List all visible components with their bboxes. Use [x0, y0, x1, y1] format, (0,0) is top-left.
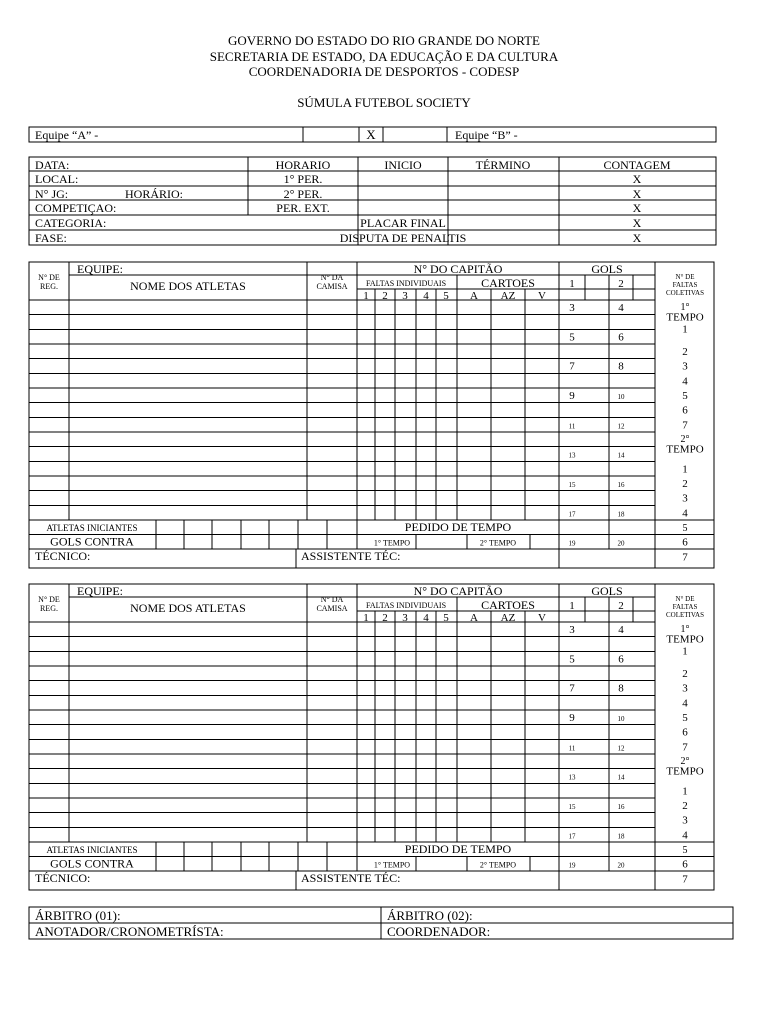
team-1-atletas-iniciantes-label: ATLETAS INICIANTES: [46, 523, 138, 534]
team-1-gol-num: 12: [617, 422, 625, 431]
team-1-gol-num: 6: [618, 331, 624, 344]
inicio-header: INICIO: [384, 158, 422, 172]
team-2-faltas-individuais-label: FALTAS INDIVIDUAIS: [365, 601, 447, 610]
team-1-pedido-tempo-label: PEDIDO DE TEMPO: [404, 520, 512, 535]
team-1-gol-num: 8: [618, 360, 624, 373]
team-2-assistente-label: ASSISTENTE TÉC:: [301, 871, 401, 886]
team-2-n-camisa-label: N° DA: [320, 595, 344, 604]
team-2-coletiva-num: 4: [682, 697, 688, 710]
team-1-gol-num: 9: [569, 390, 575, 403]
team-1-falta-num: 4: [423, 290, 429, 302]
header-line-1: GOVERNO DO ESTADO DO RIO GRANDE DO NORTE: [228, 33, 540, 48]
team-1-gol-num: 11: [568, 422, 576, 431]
team-1-gol-num: 3: [569, 302, 575, 314]
team-1-falta-num: 3: [402, 290, 408, 302]
team-2-gol-num: 1: [569, 600, 575, 612]
team-1-n-camisa-label: N° DA: [320, 273, 344, 282]
team-1-falta-num: 5: [443, 290, 449, 302]
period-2: 2° PER.: [283, 187, 323, 201]
team-2-equipe-label: EQUIPE:: [77, 584, 123, 598]
team-2-gol-num: 17: [568, 832, 576, 841]
team-1-coletiva-num: 3: [682, 360, 688, 373]
team-2-gol-num: 13: [568, 773, 576, 782]
team-2-cartoes-label: CARTOES: [481, 598, 535, 612]
info-label: FASE:: [35, 231, 67, 245]
team-1-gol-num: 4: [618, 302, 624, 314]
team-2-gol-num: 11: [568, 744, 576, 753]
team-1-gol-num: 5: [569, 331, 575, 344]
team-1-cartoes-label: CARTOES: [481, 276, 535, 290]
team-1-cartao-col-label: V: [538, 290, 546, 302]
team-1-gol-num: 15: [568, 481, 576, 490]
team-2-gol-num: 9: [569, 712, 575, 725]
team-2-coletiva-num: 5: [682, 845, 688, 857]
team-2-n-camisa-label: CAMISA: [316, 604, 348, 613]
team-2-gols-label: GOLS: [591, 584, 623, 598]
team-b-label: Equipe “B” -: [455, 128, 518, 142]
team-2-faltas-coletivas-label: FALTAS: [672, 603, 698, 611]
team-1-tempo1-label: 1°: [680, 302, 690, 313]
team-2-gols-contra-label: GOLS CONTRA: [50, 856, 134, 871]
team-1-falta-num: 2: [382, 290, 388, 302]
team-1-gol-num: 10: [617, 393, 625, 402]
team-1-gol-num: 16: [617, 481, 625, 490]
team-2-coletiva-num: 6: [682, 726, 688, 739]
form-title: SÚMULA FUTEBOL SOCIETY: [297, 95, 471, 110]
contagem-header: CONTAGEM: [603, 158, 671, 172]
team-2-pedido-tempo-label: PEDIDO DE TEMPO: [404, 842, 512, 857]
team-2-gol-num: 18: [617, 832, 625, 841]
team-1-coletiva-num: 2: [682, 346, 688, 359]
team-2-falta-num: 2: [382, 612, 388, 624]
team-2-n-reg-label: REG.: [40, 604, 58, 613]
team-1-gol-num: 19: [568, 539, 576, 548]
team-1-cartao-col-label: AZ: [500, 290, 516, 302]
team-1-gols-label: GOLS: [591, 262, 623, 276]
team-2-faltas-coletivas-label: COLETIVAS: [666, 611, 704, 619]
team-1-faltas-coletivas-label: N° DE: [675, 273, 695, 281]
team-2-tempo2-label: TEMPO: [666, 765, 704, 778]
team-2-gol-num: 15: [568, 803, 576, 812]
team-1-gol-num: 18: [617, 510, 625, 519]
team-1-pedido-tempo2: 2° TEMPO: [479, 538, 517, 548]
team-a-label: Equipe “A” -: [35, 128, 99, 142]
period-ext: PER. EXT.: [276, 201, 330, 215]
termino-header: TÉRMINO: [475, 158, 531, 172]
team-1-gol-num: 2: [618, 278, 624, 290]
team-1-coletiva-num: 1: [682, 323, 688, 336]
team-2-falta-num: 1: [363, 612, 369, 624]
team-1-faltas-coletivas-label: FALTAS: [672, 281, 698, 289]
team-2-coletiva-num: 3: [682, 682, 688, 695]
team-1-faltas-coletivas-label: COLETIVAS: [666, 289, 704, 297]
team-1-n-reg-label: REG.: [40, 282, 58, 291]
team-2-gol-num: 2: [618, 600, 624, 612]
team-1-gols-contra-label: GOLS CONTRA: [50, 534, 134, 549]
team-2-coletiva-num: 2: [682, 800, 688, 813]
team-2-gol-num: 7: [569, 682, 575, 695]
team-1-coletiva-num: 6: [682, 404, 688, 417]
team-2-coletiva-num: 1: [682, 645, 688, 658]
team-2-pedido-tempo1: 1° TEMPO: [373, 860, 411, 870]
contagem-x: X: [632, 172, 642, 186]
team-2-faltas-coletivas-label: N° DE: [675, 595, 695, 603]
info-label: LOCAL:: [35, 172, 79, 186]
team-1-capitao-label: N° DO CAPITÃO: [413, 262, 503, 276]
team-1-gol-num: 14: [617, 451, 625, 460]
team-2-nome-atletas-header: NOME DOS ATLETAS: [130, 601, 246, 615]
team-1-gol-num: 20: [617, 539, 625, 548]
arbitro-2-label: ÁRBITRO (02):: [387, 908, 473, 923]
team-1-coletiva-num: 5: [682, 523, 688, 535]
team-1-falta-num: 1: [363, 290, 369, 302]
team-2-gol-num: 6: [618, 653, 624, 666]
team-1-gol-num: 7: [569, 360, 575, 373]
team-1-coletiva-num: 7: [682, 551, 688, 564]
team-1-coletiva-num: 1: [682, 463, 688, 476]
team-2-gol-num: 19: [568, 861, 576, 870]
disputa-penaltis: DISPUTA DE PENALTIS: [339, 231, 467, 245]
team-1-tempo2-label: TEMPO: [666, 443, 704, 456]
team-2-atletas-iniciantes-label: ATLETAS INICIANTES: [46, 845, 138, 856]
team-1-assistente-label: ASSISTENTE TÉC:: [301, 549, 401, 564]
team-2-n-reg-label: N° DE: [38, 595, 60, 604]
team-1-tempo2-label: 2°: [680, 434, 690, 446]
team-1-pedido-tempo1: 1° TEMPO: [373, 538, 411, 548]
team-2-falta-num: 4: [423, 612, 429, 624]
placar-final: PLACAR FINAL: [360, 216, 446, 230]
contagem-x: X: [632, 231, 642, 245]
team-2-cartao-col-label: A: [470, 612, 478, 624]
team-2-cartao-col-label: V: [538, 612, 546, 624]
team-2-cartao-col-label: AZ: [500, 612, 516, 624]
team-2-falta-num: 3: [402, 612, 408, 624]
team-1-tempo1-label: TEMPO: [666, 311, 704, 324]
team-1-n-reg-label: N° DE: [38, 273, 60, 282]
team-2-gol-num: 4: [618, 624, 624, 636]
header-line-2: SECRETARIA DE ESTADO, DA EDUCAÇÃO E DA CULTURA: [209, 49, 559, 64]
team-2-capitao-label: N° DO CAPITÃO: [413, 584, 503, 598]
team-1-cartao-col-label: A: [470, 290, 478, 302]
team-1-coletiva-num: 7: [682, 419, 688, 432]
team-1-gol-num: 1: [569, 278, 575, 290]
team-2-tempo2-label: 2°: [680, 756, 690, 768]
arbitro-1-label: ÁRBITRO (01):: [35, 908, 121, 923]
team-2-coletiva-num: 5: [682, 712, 688, 725]
contagem-x: X: [632, 187, 642, 201]
team-1-coletiva-num: 4: [682, 507, 688, 520]
horario-label: HORÁRIO:: [125, 187, 184, 201]
team-2-coletiva-num: 7: [682, 741, 688, 754]
team-2-gol-num: 10: [617, 715, 625, 724]
team-2-gol-num: 16: [617, 803, 625, 812]
team-1-faltas-individuais-label: FALTAS INDIVIDUAIS: [365, 279, 447, 288]
team-1-nome-atletas-header: NOME DOS ATLETAS: [130, 279, 246, 293]
info-label: N° JG:: [35, 187, 69, 201]
team-2-pedido-tempo2: 2° TEMPO: [479, 860, 517, 870]
team-2-gol-num: 8: [618, 682, 624, 695]
team-2-tempo1-label: 1°: [680, 624, 690, 635]
contagem-x: X: [632, 216, 642, 230]
team-2-coletiva-num: 3: [682, 814, 688, 827]
team-2-falta-num: 5: [443, 612, 449, 624]
team-1-equipe-label: EQUIPE:: [77, 262, 123, 276]
team-2-gol-num: 3: [569, 624, 575, 636]
team-1-tecnico-label: TÉCNICO:: [35, 549, 91, 564]
team-1-coletiva-num: 4: [682, 375, 688, 388]
info-label: COMPETIÇAO:: [35, 201, 117, 215]
header-line-3: COORDENADORIA DE DESPORTOS - CODESP: [248, 64, 520, 79]
info-label: CATEGORIA:: [35, 216, 107, 230]
team-2-gol-num: 5: [569, 653, 575, 666]
team-1-gol-num: 17: [568, 510, 576, 519]
horario-header: HORARIO: [275, 158, 331, 172]
team-2-gol-num: 20: [617, 861, 625, 870]
anotador-label: ANOTADOR/CRONOMETRÍSTA:: [35, 924, 224, 939]
coordenador-label: COORDENADOR:: [387, 924, 491, 939]
versus-label: X: [366, 127, 376, 142]
team-2-gol-num: 12: [617, 744, 625, 753]
team-2-coletiva-num: 4: [682, 829, 688, 842]
team-2-coletiva-num: 7: [682, 873, 688, 886]
team-2-tecnico-label: TÉCNICO:: [35, 871, 91, 886]
team-2-gol-num: 14: [617, 773, 625, 782]
info-label: DATA:: [35, 158, 70, 172]
team-2-tempo1-label: TEMPO: [666, 633, 704, 646]
team-1-coletiva-num: 3: [682, 492, 688, 505]
team-1-coletiva-num: 2: [682, 478, 688, 491]
team-1-coletiva-num: 6: [682, 536, 688, 549]
team-2-coletiva-num: 6: [682, 858, 688, 871]
team-1-coletiva-num: 5: [682, 390, 688, 403]
team-2-coletiva-num: 2: [682, 668, 688, 681]
period-1: 1° PER.: [283, 172, 323, 186]
team-2-coletiva-num: 1: [682, 785, 688, 798]
contagem-x: X: [632, 201, 642, 215]
team-1-gol-num: 13: [568, 451, 576, 460]
team-1-n-camisa-label: CAMISA: [316, 282, 348, 291]
